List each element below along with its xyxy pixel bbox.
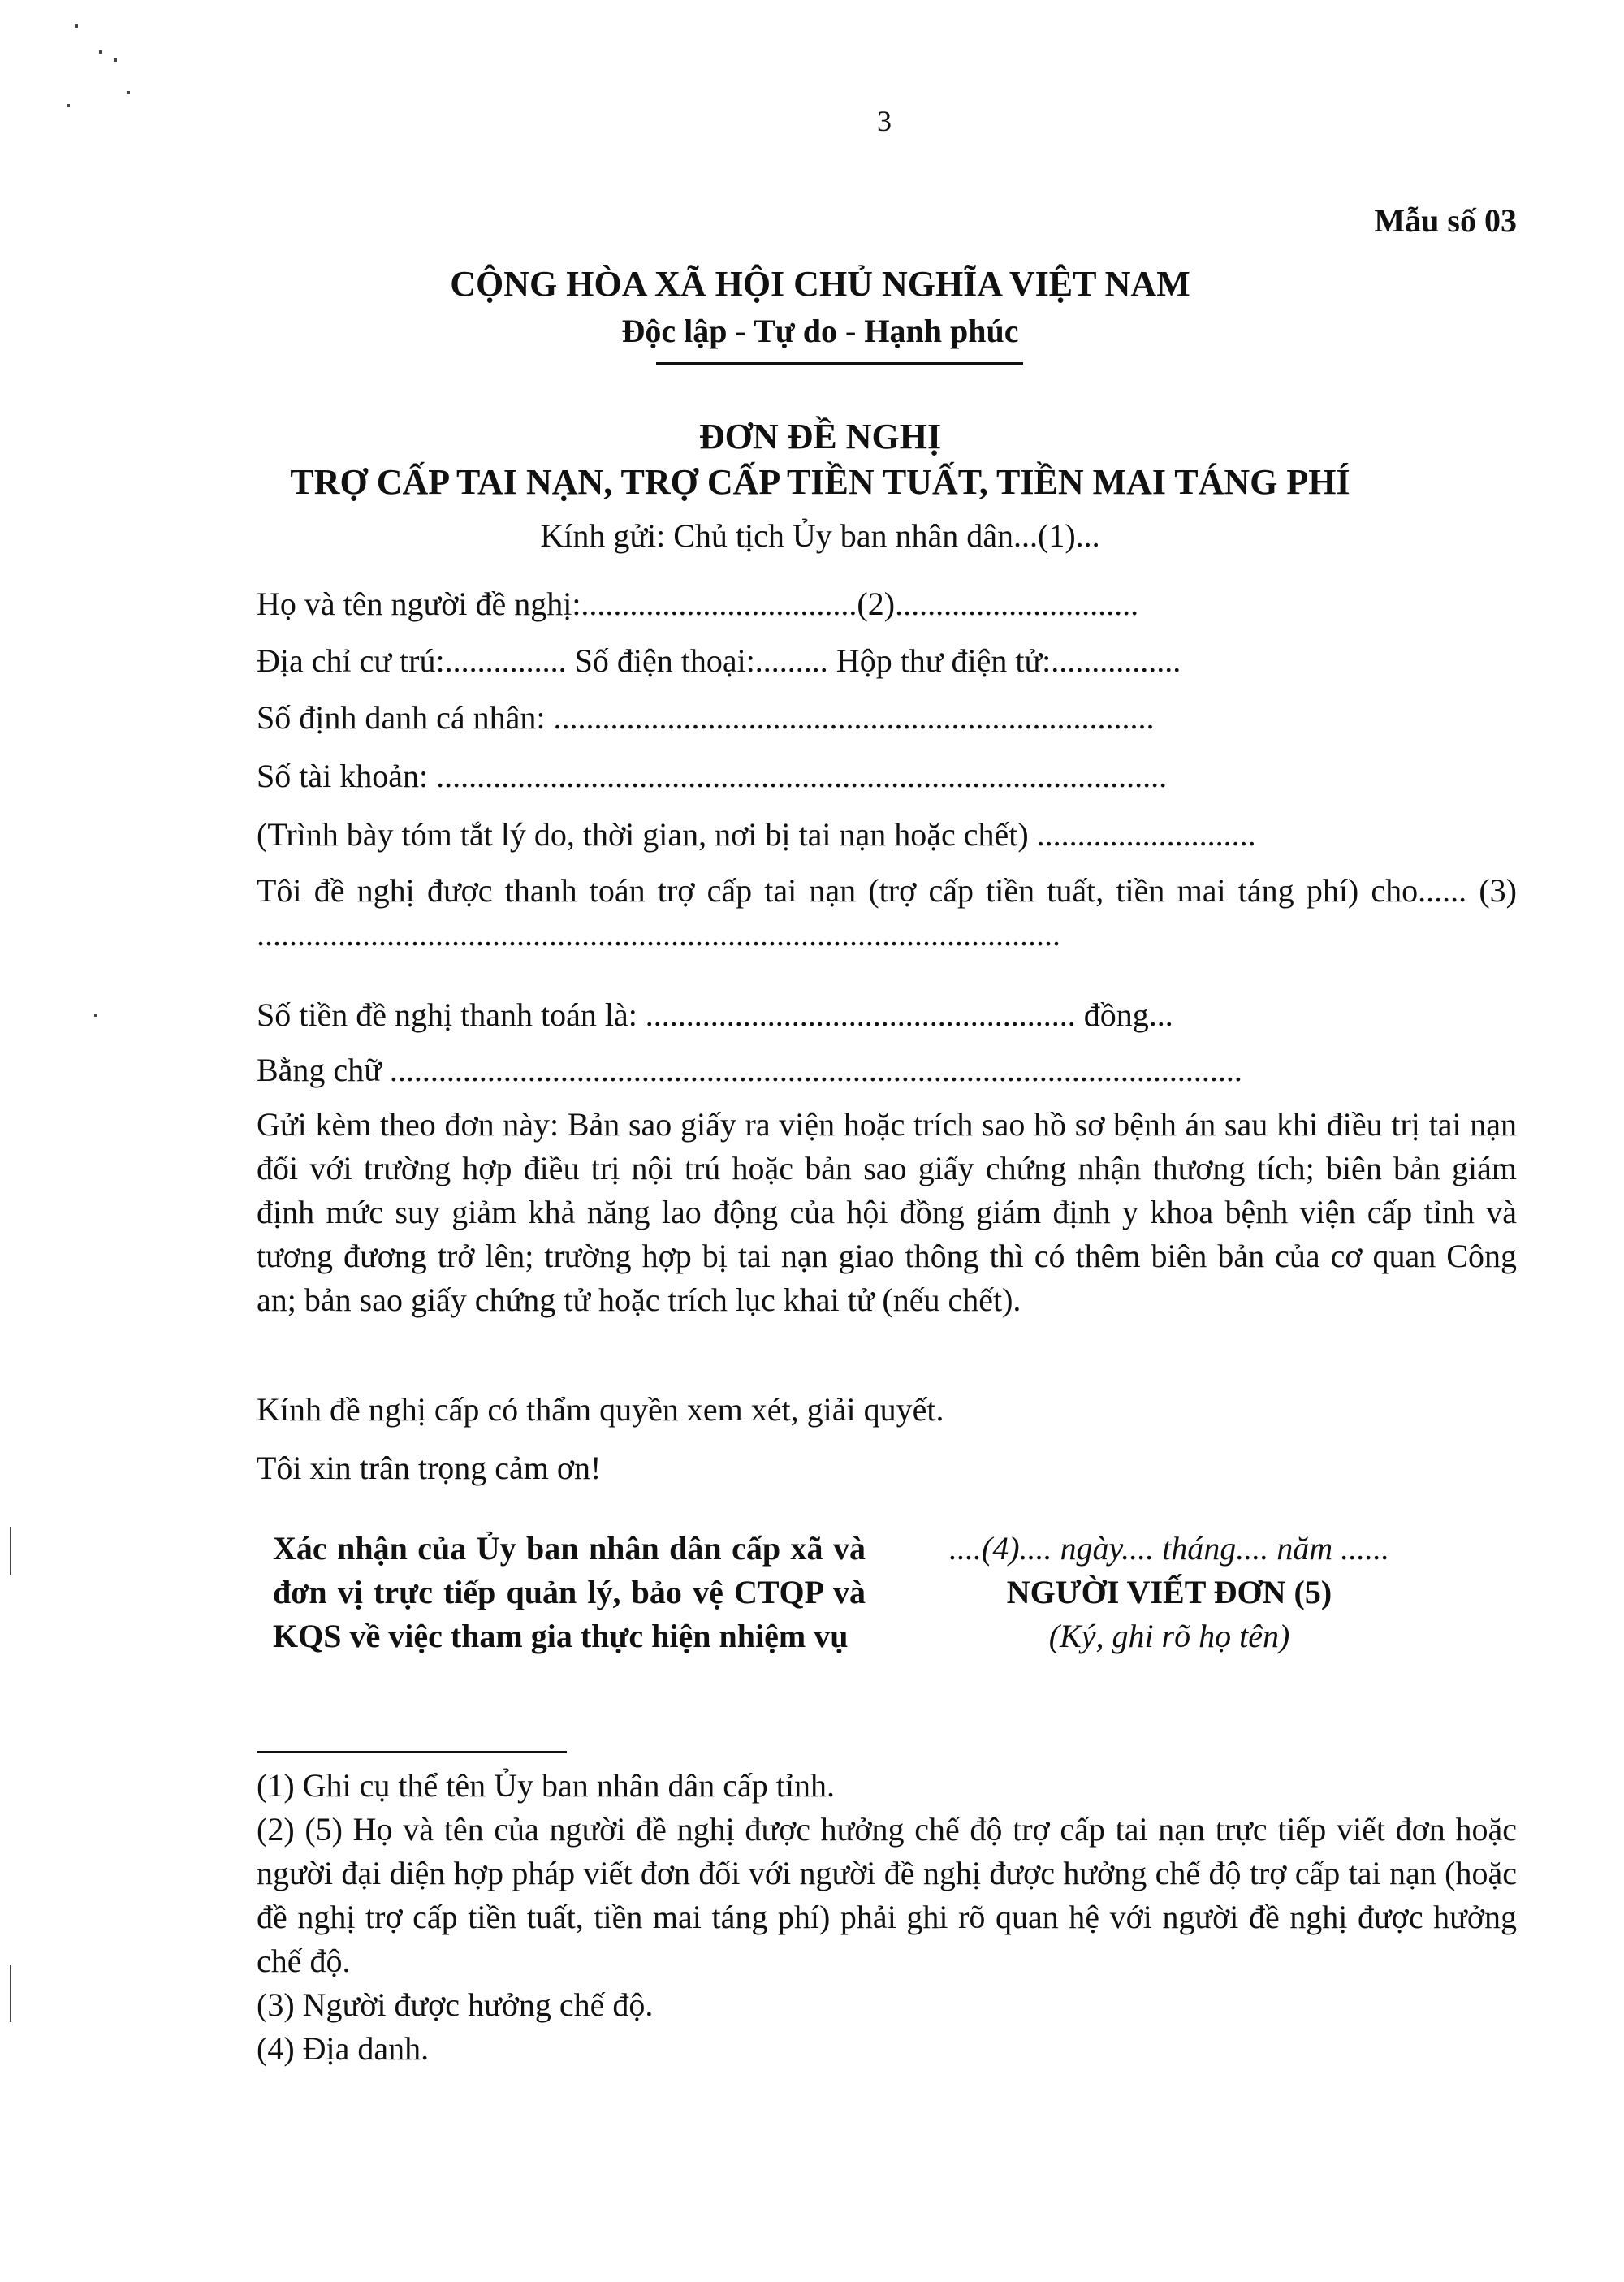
form-title: ĐƠN ĐỀ NGHỊ bbox=[698, 417, 942, 456]
confirmation-block: Xác nhận của Ủy ban nhân dân cấp xã và đơn vị trực tiếp quản lý, bảo vệ CTQP và KQS về việc tham gia thực hiện nhiệm vụ bbox=[273, 1530, 866, 1654]
field-amount-words: Bằng chữ ......................................................................................................... bbox=[257, 1052, 1242, 1088]
scan-speck bbox=[67, 104, 70, 107]
footnotes bbox=[257, 1764, 1517, 2071]
motto-underline bbox=[656, 362, 1023, 365]
footnote-2: (2) (5) Họ và tên của người đề nghị được hưởng chế độ trợ cấp tai nạn trực tiếp viết đơn hoặc người đại diện hợp pháp viết đơn đối với người đề nghị được hưởng chế độ trợ cấp tai nạn (hoặc đề nghị trợ cấp tiền tuất, tiền mai táng phí) phải ghi rõ quan hệ với người đề nghị được hưởng chế độ. bbox=[257, 1811, 1517, 1979]
form-code: Mẫu số 03 bbox=[1374, 202, 1517, 239]
national-title: CỘNG HÒA XÃ HỘI CHỦ NGHĨA VIỆT NAM bbox=[450, 264, 1190, 304]
scan-speck bbox=[75, 24, 78, 28]
closing-thanks: Tôi xin trân trọng cảm ơn! bbox=[257, 1450, 602, 1486]
scan-edge-line bbox=[10, 1527, 11, 1575]
signature-note: (Ký, ghi rõ họ tên) bbox=[1048, 1618, 1290, 1654]
scan-speck bbox=[94, 1014, 97, 1017]
footnote-separator bbox=[257, 1751, 567, 1753]
field-account: Số tài khoản: .......................................................................................... bbox=[257, 758, 1168, 794]
field-personal-id: Số định danh cá nhân: .......................................................................... bbox=[257, 699, 1155, 736]
scan-speck bbox=[99, 50, 102, 54]
scan-speck bbox=[127, 91, 130, 94]
field-request: Tôi đề nghị được thanh toán trợ cấp tai nạn (trợ cấp tiền tuất, tiền mai táng phí) cho...... (3) ................................................................................................... bbox=[257, 872, 1517, 953]
field-name: Họ và tên người đề nghị:..................................(2).............................. bbox=[257, 586, 1139, 622]
scan-speck bbox=[114, 58, 117, 62]
signature-title: NGƯỜI VIẾT ĐƠN (5) bbox=[1006, 1574, 1332, 1610]
page-number: 3 bbox=[877, 105, 892, 137]
salutation: Kính gửi: Chủ tịch Ủy ban nhân dân...(1)... bbox=[540, 517, 1100, 554]
national-motto: Độc lập - Tự do - Hạnh phúc bbox=[621, 313, 1019, 349]
field-reason: (Trình bày tóm tắt lý do, thời gian, nơi bị tai nạn hoặc chết) ........................... bbox=[257, 816, 1256, 853]
footnote-4: (4) Địa danh. bbox=[257, 2030, 430, 2067]
footnote-3: (3) Người được hưởng chế độ. bbox=[257, 1986, 654, 2023]
field-amount: Số tiền đề nghị thanh toán là: ..................................................... đồng... bbox=[257, 996, 1173, 1033]
form-subtitle: TRỢ CẤP TAI NẠN, TRỢ CẤP TIỀN TUẤT, TIỀN MAI TÁNG PHÍ bbox=[290, 462, 1350, 502]
signature-date: ....(4).... ngày.... tháng.... năm ...... bbox=[948, 1530, 1390, 1567]
scan-edge-line bbox=[10, 1965, 11, 2022]
footnote-1: (1) Ghi cụ thể tên Ủy ban nhân dân cấp tỉnh. bbox=[257, 1767, 836, 1804]
attachments-paragraph: Gửi kèm theo đơn này: Bản sao giấy ra viện hoặc trích sao hồ sơ bệnh án sau khi điều trị tai nạn đối với trường hợp điều trị nội trú hoặc bản sao giấy chứng nhận thương tích; biên bản giám định mức suy giảm khả năng lao động của hội đồng giám định y khoa bệnh viện cấp tỉnh và tương đương trở lên; trường hợp bị tai nạn giao thông thì có thêm biên bản của cơ quan Công an; bản sao giấy chứng tử hoặc trích lục khai tử (nếu chết). bbox=[257, 1106, 1517, 1318]
field-address: Địa chỉ cư trú:............... Số điện thoại:......... Hộp thư điện tử:................ bbox=[257, 642, 1181, 679]
signature-block bbox=[893, 1527, 1445, 1658]
closing-request: Kính đề nghị cấp có thẩm quyền xem xét, giải quyết. bbox=[257, 1391, 944, 1428]
